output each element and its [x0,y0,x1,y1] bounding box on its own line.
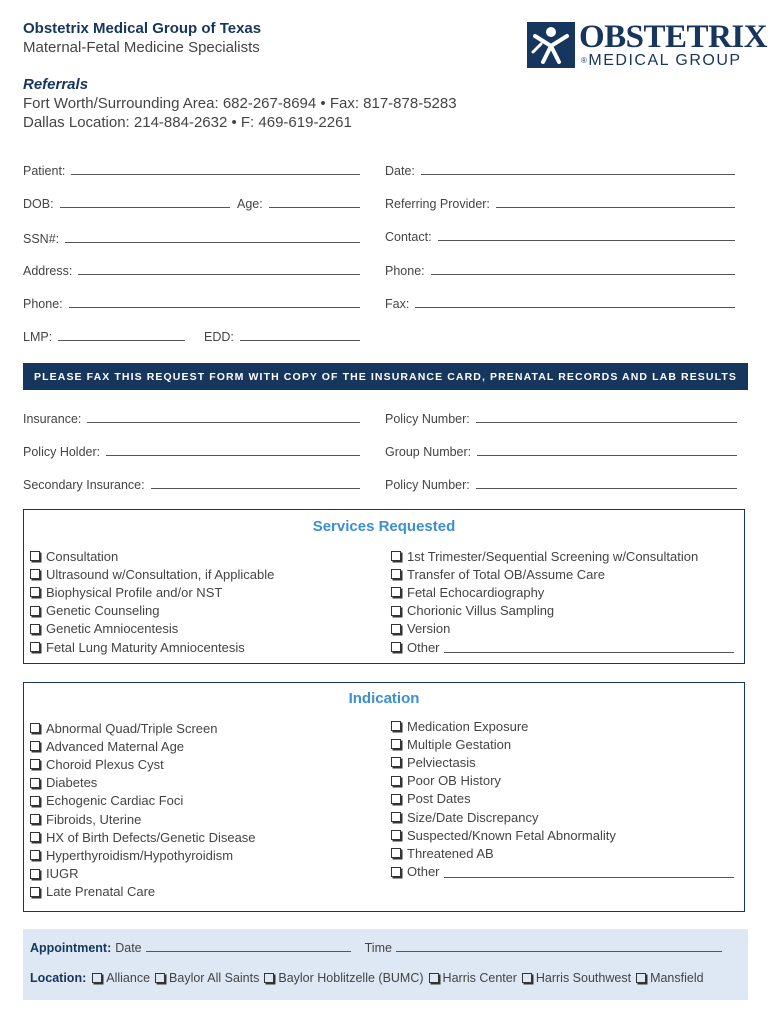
checkbox-icon[interactable] [30,723,40,733]
registered-mark: ® [581,56,589,65]
group-number-label: Group Number: [385,445,472,459]
policy-number-field[interactable] [385,408,737,426]
appointment-date-label: Date [115,941,142,955]
option-label: Diabetes [46,775,98,791]
ssn-field[interactable] [23,228,360,246]
logo-text-bottom [581,53,742,69]
checkbox-icon[interactable] [391,776,401,786]
checkbox-icon[interactable] [391,624,401,634]
checkbox-icon[interactable] [30,569,40,579]
option-label: Abnormal Quad/Triple Screen [46,720,218,736]
contact-field[interactable] [385,226,735,244]
indication-title: Indication [348,690,420,707]
services-title: Services Requested [312,518,456,535]
checkbox-icon[interactable] [30,759,40,769]
checkbox-icon[interactable] [30,796,40,806]
checkbox-icon[interactable] [391,642,401,652]
option-label: Threatened AB [407,845,494,861]
appointment-row [30,941,728,955]
group-number-field[interactable] [385,441,737,459]
service-option[interactable] [30,547,274,565]
patient-field[interactable] [23,160,360,178]
option-label: 1st Trimester/Sequential Screening w/Consultation [407,548,699,564]
checkbox-icon[interactable] [391,587,401,597]
service-option[interactable] [30,565,274,583]
option-label: Fetal Echocardiography [407,584,545,600]
option-label: Transfer of Total OB/Assume Care [407,566,605,582]
indication-option[interactable] [391,717,734,735]
option-label: Suspected/Known Fetal Abnormality [407,827,616,843]
checkbox-icon[interactable] [391,867,401,877]
referring-provider-label: Referring Provider: [385,197,490,211]
indication-right-column [391,717,734,881]
services-panel [23,509,745,664]
location-option-label: Harris Center [442,971,517,985]
indication-option[interactable] [30,865,256,883]
location-option[interactable] [429,971,517,985]
insurance-field[interactable] [23,408,360,426]
indication-other-option[interactable] [391,863,734,881]
option-label: Fetal Lung Maturity Amniocentesis [46,639,245,655]
checkbox-icon[interactable] [30,814,40,824]
service-option[interactable] [391,583,734,601]
option-label: Version [407,621,451,637]
age-field[interactable] [237,193,360,211]
indication-option[interactable] [391,772,734,790]
age-label: Age: [237,197,263,211]
services-right-column [391,547,734,656]
option-label: Late Prenatal Care [46,884,156,900]
checkbox-icon[interactable] [30,606,40,616]
date-label: Date: [385,164,415,178]
other-indication-input[interactable] [444,876,734,878]
service-option[interactable] [391,547,734,565]
referring-provider-field[interactable] [385,193,735,211]
option-label: HX of Birth Defects/Genetic Disease [46,829,256,845]
option-label: Other [407,864,440,880]
logo-figure-icon [527,22,575,68]
date-field[interactable] [385,160,735,178]
checkbox-icon[interactable] [30,624,40,634]
option-label: Biophysical Profile and/or NST [46,584,223,600]
option-label: Pelviectasis [407,754,476,770]
checkbox-icon[interactable] [30,551,40,561]
location-option[interactable] [155,971,259,985]
phone-right-label: Phone: [385,264,425,278]
location-label: Location: [30,971,87,985]
secondary-insurance-label: Secondary Insurance: [23,478,145,492]
policy-holder-label: Policy Holder: [23,445,101,459]
phone-field-right[interactable] [385,260,735,278]
checkbox-icon[interactable] [30,887,40,897]
location-option-label: Alliance [106,971,151,985]
checkbox-icon[interactable] [30,587,40,597]
policy-number-2-field[interactable] [385,474,737,492]
indication-option[interactable] [391,753,734,771]
fax-label: Fax: [385,297,410,311]
policy-number-2-label: Policy Number: [385,478,470,492]
indication-option[interactable] [30,774,256,792]
option-label: Ultrasound w/Consultation, if Applicable [46,566,275,582]
option-label: Echogenic Cardiac Foci [46,793,184,809]
option-label: Chorionic Villus Sampling [407,603,555,619]
fort-worth-contact: Fort Worth/Surrounding Area: 682-267-8694 • Fax: 817-878-5283 [23,95,457,112]
checkbox-icon[interactable] [92,973,102,983]
secondary-insurance-field[interactable] [23,474,360,492]
option-label: IUGR [46,866,79,882]
dob-field[interactable] [23,193,230,211]
logo [527,19,768,70]
indication-left-column [30,719,256,901]
indication-option[interactable] [30,792,256,810]
lmp-label: LMP: [23,330,53,344]
indication-option[interactable] [30,810,256,828]
org-subtitle: Maternal-Fetal Medicine Specialists [23,39,260,56]
logo-text-top: OBSTETRIX [579,19,768,55]
edd-field[interactable] [204,326,360,344]
service-option[interactable] [391,602,734,620]
checkbox-icon[interactable] [391,739,401,749]
checkbox-icon[interactable] [30,778,40,788]
option-label: Other [407,639,440,655]
indication-option[interactable] [30,846,256,864]
checkbox-icon[interactable] [264,973,274,983]
service-other-option[interactable] [391,638,734,656]
checkbox-icon[interactable] [30,850,40,860]
location-option-label: Baylor Hoblitzelle (BUMC) [278,971,424,985]
location-option[interactable] [92,971,150,985]
address-label: Address: [23,264,73,278]
option-label: Choroid Plexus Cyst [46,756,164,772]
checkbox-icon[interactable] [391,794,401,804]
location-option-label: Mansfield [650,971,704,985]
appointment-date-input[interactable] [146,950,351,952]
checkbox-icon[interactable] [636,973,646,983]
indication-option[interactable] [30,755,256,773]
checkbox-icon[interactable] [391,551,401,561]
location-option[interactable] [636,971,704,985]
indication-option[interactable] [30,883,256,901]
checkbox-icon[interactable] [391,569,401,579]
option-label: Fibroids, Uterine [46,811,142,827]
checkbox-icon[interactable] [30,642,40,652]
indication-option[interactable] [391,844,734,862]
indication-option[interactable] [391,808,734,826]
service-option[interactable] [30,583,274,601]
service-option[interactable] [30,602,274,620]
indication-option[interactable] [391,790,734,808]
checkbox-icon[interactable] [155,973,165,983]
service-option[interactable] [30,620,274,638]
option-label: Medication Exposure [407,718,529,734]
appointment-footer [23,929,748,1000]
option-label: Genetic Amniocentesis [46,621,179,637]
patient-label: Patient: [23,164,66,178]
indication-option[interactable] [30,737,256,755]
dallas-contact: Dallas Location: 214-884-2632 • F: 469-619-2261 [23,114,352,131]
fax-instructions-banner: PLEASE FAX THIS REQUEST FORM WITH COPY OF THE INSURANCE CARD, PRENATAL RECORDS AND LAB RESULTS [23,363,748,390]
checkbox-icon[interactable] [30,832,40,842]
logo-text-bottom-label: MEDICAL GROUP [588,52,742,69]
policy-number-label: Policy Number: [385,412,470,426]
dob-label: DOB: [23,197,54,211]
indication-option[interactable] [391,826,734,844]
checkbox-icon[interactable] [429,973,439,983]
org-name: Obstetrix Medical Group of Texas [23,20,262,37]
option-label: Size/Date Discrepancy [407,809,539,825]
location-row [30,971,709,985]
indication-option[interactable] [30,719,256,737]
lmp-field[interactable] [23,326,185,344]
phone-label: Phone: [23,297,63,311]
indication-option[interactable] [30,828,256,846]
other-service-input[interactable] [444,651,734,653]
option-label: Genetic Counseling [46,603,160,619]
checkbox-icon[interactable] [391,812,401,822]
option-label: Hyperthyroidism/Hypothyroidism [46,847,234,863]
option-label: Multiple Gestation [407,736,512,752]
checkbox-icon[interactable] [391,606,401,616]
appointment-time-label: Time [364,941,392,955]
checkbox-icon[interactable] [30,741,40,751]
appointment-time-input[interactable] [396,950,722,952]
option-label: Consultation [46,548,119,564]
fax-field[interactable] [385,293,735,311]
ssn-label: SSN#: [23,232,60,246]
location-option[interactable] [522,971,631,985]
section-title: Referrals [23,76,89,93]
appointment-label: Appointment: [30,941,112,955]
service-option[interactable] [391,565,734,583]
edd-label: EDD: [204,330,234,344]
option-label: Poor OB History [407,773,501,789]
location-option[interactable] [264,971,423,985]
insurance-label: Insurance: [23,412,82,426]
location-option-label: Harris Southwest [535,971,632,985]
checkbox-icon[interactable] [30,869,40,879]
checkbox-icon[interactable] [391,721,401,731]
checkbox-icon[interactable] [522,973,532,983]
location-option-label: Baylor All Saints [169,971,260,985]
checkbox-icon[interactable] [391,848,401,858]
phone-field[interactable] [23,293,360,311]
checkbox-icon[interactable] [391,830,401,840]
contact-label: Contact: [385,230,432,244]
service-option[interactable] [30,638,274,656]
service-option[interactable] [391,620,734,638]
indication-option[interactable] [391,735,734,753]
policy-holder-field[interactable] [23,441,360,459]
services-left-column [30,547,274,656]
checkbox-icon[interactable] [391,757,401,767]
address-field[interactable] [23,260,360,278]
option-label: Post Dates [407,791,471,807]
indication-panel [23,682,745,912]
option-label: Advanced Maternal Age [46,738,185,754]
